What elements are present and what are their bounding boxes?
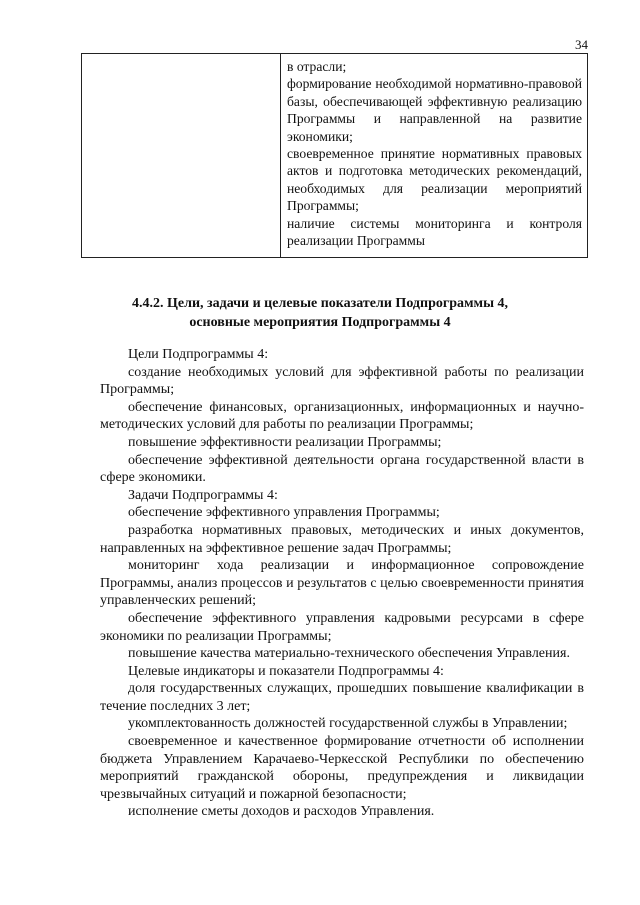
section-heading-line: 4.4.2. Цели, задачи и целевые показатели Подпрограммы 4, bbox=[131, 296, 509, 311]
paragraph: обеспечение эффективного управления Программы; bbox=[128, 505, 440, 521]
paragraph: разработка нормативных правовых, методических и иных документов, направленных на эффективное решение задач Программы; bbox=[100, 522, 584, 556]
paragraph: создание необходимых условий для эффективной работы по реализации Программы; bbox=[100, 364, 584, 398]
paragraph: доля государственных служащих, прошедших повышение квалификации в течение последних 3 лет; bbox=[100, 681, 584, 714]
section-heading-line: основные мероприятия Подпрограммы 4 bbox=[189, 315, 451, 330]
paragraph: исполнение сметы доходов и расходов Управления. bbox=[128, 804, 435, 820]
paragraph: обеспечение финансовых, организационных, информационных и научно-методических условий для работы по реализации Программы; bbox=[100, 399, 584, 433]
paragraph: повышение качества материально-технического обеспечения Управления. bbox=[128, 646, 570, 662]
table-cell-left bbox=[82, 54, 281, 257]
section-heading bbox=[100, 294, 540, 332]
paragraph: своевременное и качественное формирование отчетности об исполнении бюджета Управлением Карачаево-Черкесской Республики по обеспечению мероприятий гражданской обороны, предупреждения и ликвидации чрезвычайных ситуаций и пожарной безопасности; bbox=[100, 734, 584, 802]
page-number: 34 bbox=[575, 37, 588, 52]
paragraph: Цели Подпрограммы 4: bbox=[128, 347, 269, 362]
paragraph: Задачи Подпрограммы 4: bbox=[128, 487, 278, 503]
table-cell-right bbox=[281, 54, 587, 257]
paragraph: мониторинг хода реализации и информационное сопровождение Программы, анализ процессов и результатов с целью своевременности принятия управленческих решений; bbox=[100, 558, 584, 609]
continuation-table bbox=[81, 53, 588, 258]
paragraph: повышение эффективности реализации Программы; bbox=[128, 434, 442, 450]
table-line: своевременное принятие нормативных правовых актов и подготовка методических рекомендаций, необходимых для реализации мероприятий Программы; bbox=[287, 146, 582, 214]
section-body bbox=[100, 346, 584, 821]
paragraph: обеспечение эффективной деятельности органа государственной власти в сфере экономики. bbox=[100, 452, 584, 486]
table-line: формирование необходимой нормативно-правовой базы, обеспечивающей эффективную реализацию Программы и направленной на развитие экономики; bbox=[287, 76, 582, 144]
paragraph: Целевые индикаторы и показатели Подпрограммы 4: bbox=[128, 663, 444, 679]
table-line: наличие системы мониторинга и контроля реализации Программы bbox=[287, 215, 582, 249]
paragraph: обеспечение эффективного управления кадровыми ресурсами в сфере экономики по реализации Программы; bbox=[100, 610, 584, 644]
paragraph: укомплектованность должностей государственной службы в Управлении; bbox=[128, 716, 568, 732]
table-line: в отрасли; bbox=[287, 59, 347, 74]
